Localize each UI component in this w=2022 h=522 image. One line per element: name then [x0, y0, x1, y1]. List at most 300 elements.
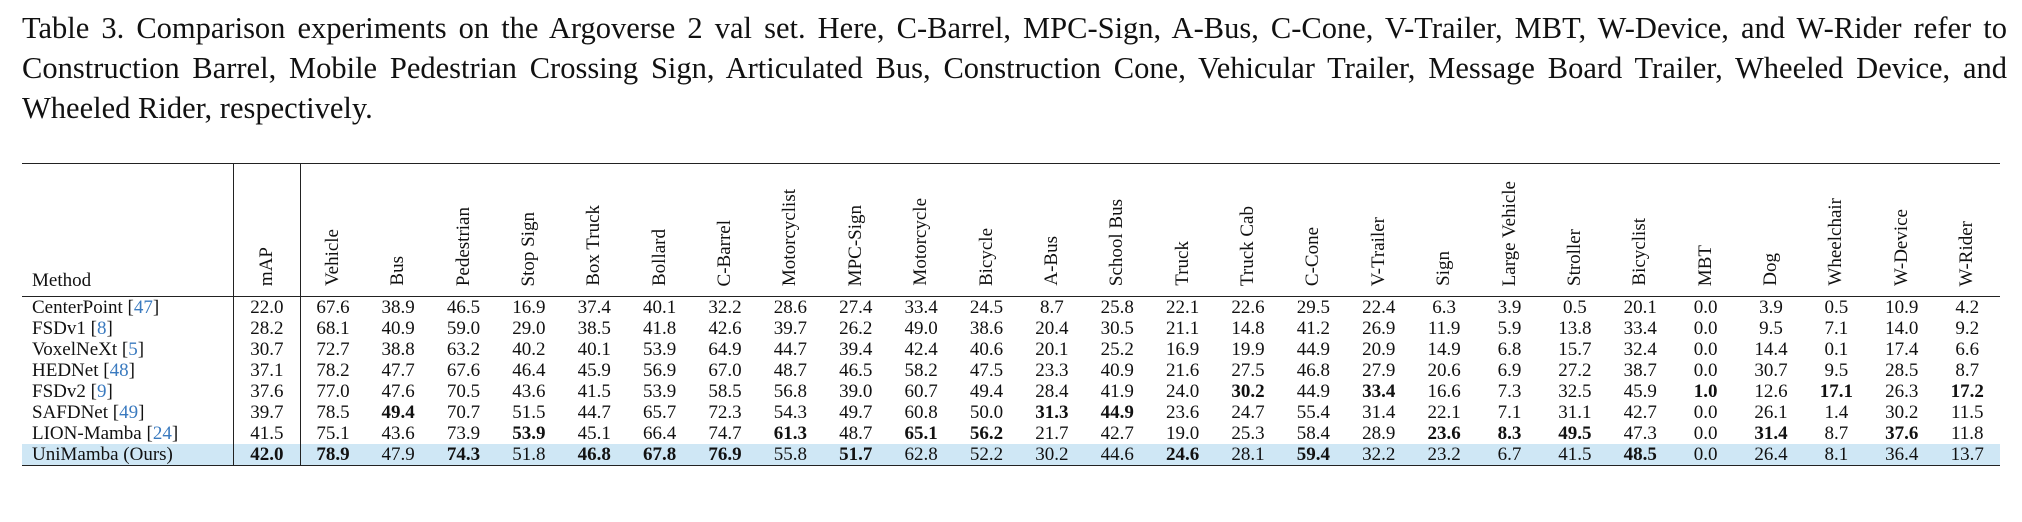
value-cell: 60.8 — [904, 402, 938, 423]
value-cell: 19.9 — [1231, 339, 1265, 360]
table-row — [22, 360, 2000, 381]
value-cell: 54.3 — [773, 402, 808, 423]
value-cell: 50.0 — [969, 402, 1004, 423]
value-cell: 7.1 — [1497, 402, 1522, 423]
value-cell: 8.3 — [1497, 423, 1522, 444]
category-header-label: W-Rider — [1956, 220, 1978, 286]
value-cell: 16.9 — [512, 297, 546, 318]
map-value-cell: 30.7 — [234, 339, 300, 360]
value-cell: 29.5 — [1296, 297, 1331, 318]
value-cell: 38.6 — [969, 318, 1004, 339]
value-cell: 37.6 — [1885, 423, 1919, 444]
value-cell: 31.4 — [1362, 402, 1396, 423]
category-header — [1934, 164, 2000, 297]
comparison-table-wrapper — [22, 163, 2000, 466]
category-header — [758, 164, 823, 297]
category-header — [1738, 164, 1803, 297]
value-cell: 37.4 — [577, 297, 611, 318]
value-cell: 67.8 — [627, 444, 692, 466]
map-value-cell: 41.5 — [234, 423, 300, 444]
map-value-cell: 22.0 — [234, 297, 300, 319]
value-cell: 8.7 — [1955, 360, 1980, 381]
value-cell: 8.1 — [1804, 444, 1869, 466]
value-cell: 63.2 — [446, 339, 481, 360]
value-cell: 14.9 — [1427, 339, 1461, 360]
category-header-label: Truck Cab — [1237, 205, 1259, 286]
method-cell: SAFDNet [49] — [32, 402, 145, 423]
method-name: SAFDNet — [32, 402, 109, 423]
value-cell: 41.8 — [643, 318, 677, 339]
value-cell: 44.7 — [773, 339, 808, 360]
value-cell: 46.5 — [839, 360, 873, 381]
value-cell: 17.4 — [1885, 339, 1919, 360]
value-cell: 33.4 — [1623, 318, 1657, 339]
value-cell: 7.1 — [1824, 318, 1849, 339]
method-name: FSDv2 — [32, 381, 86, 402]
map-value-cell: 37.1 — [234, 360, 300, 381]
value-cell: 0.0 — [1673, 444, 1738, 466]
value-cell: 45.9 — [577, 360, 611, 381]
category-header — [823, 164, 888, 297]
value-cell: 30.5 — [1100, 318, 1134, 339]
value-cell: 44.9 — [1296, 381, 1331, 402]
value-cell: 39.4 — [839, 339, 873, 360]
value-cell: 49.4 — [969, 381, 1004, 402]
value-cell: 30.2 — [1019, 444, 1084, 466]
value-cell: 1.0 — [1693, 381, 1718, 402]
method-name: VoxelNeXt — [32, 339, 118, 360]
value-cell: 40.1 — [577, 339, 611, 360]
category-header-label: Stroller — [1563, 229, 1585, 286]
map-header — [234, 164, 300, 297]
value-cell: 72.7 — [300, 339, 365, 360]
category-header-label: Bus — [387, 256, 409, 286]
value-cell: 26.4 — [1738, 444, 1803, 466]
category-header-label: Bicycle — [975, 227, 997, 286]
category-header-label: Dog — [1760, 253, 1782, 286]
value-cell: 25.8 — [1100, 297, 1134, 318]
value-cell: 42.7 — [1100, 423, 1134, 444]
value-cell: 23.3 — [1035, 360, 1069, 381]
value-cell: 32.2 — [708, 297, 742, 318]
table-row — [22, 318, 2000, 339]
value-cell: 40.1 — [643, 297, 677, 318]
value-cell: 78.2 — [300, 360, 365, 381]
category-header-label: C-Cone — [1302, 226, 1324, 286]
value-cell: 31.1 — [1558, 402, 1592, 423]
category-header — [1608, 164, 1673, 297]
value-cell: 55.8 — [758, 444, 823, 466]
category-header — [431, 164, 496, 297]
value-cell: 25.2 — [1100, 339, 1134, 360]
value-cell: 31.4 — [1754, 423, 1788, 444]
value-cell: 0.0 — [1693, 339, 1718, 360]
value-cell: 33.4 — [1362, 381, 1396, 402]
value-cell: 28.5 — [1885, 360, 1919, 381]
category-header-label: MBT — [1694, 244, 1716, 286]
method-cell — [22, 444, 234, 466]
value-cell: 20.6 — [1427, 360, 1461, 381]
value-cell: 8.7 — [1040, 297, 1064, 318]
category-header-label: Motorcycle — [910, 198, 932, 286]
citation-link[interactable]: 24 — [152, 423, 172, 444]
category-header-label: MPC-Sign — [844, 204, 866, 286]
value-cell: 22.1 — [1427, 402, 1461, 423]
value-cell: 58.2 — [904, 360, 938, 381]
value-cell: 58.4 — [1296, 423, 1331, 444]
value-cell: 14.0 — [1885, 318, 1919, 339]
header-row — [22, 164, 2000, 297]
value-cell: 20.1 — [1623, 297, 1657, 318]
value-cell: 77.0 — [300, 381, 365, 402]
value-cell: 0.0 — [1693, 423, 1718, 444]
value-cell: 13.8 — [1558, 318, 1592, 339]
value-cell: 59.4 — [1281, 444, 1346, 466]
value-cell: 6.6 — [1955, 339, 1980, 360]
value-cell: 61.3 — [773, 423, 808, 444]
value-cell: 0.5 — [1824, 297, 1849, 318]
value-cell: 29.0 — [512, 318, 546, 339]
value-cell: 20.9 — [1362, 339, 1396, 360]
category-header — [496, 164, 561, 297]
category-header — [888, 164, 953, 297]
value-cell: 74.3 — [431, 444, 496, 466]
map-value-cell: 42.0 — [234, 444, 300, 466]
category-header — [954, 164, 1019, 297]
value-cell: 41.9 — [1100, 381, 1134, 402]
value-cell: 24.5 — [969, 297, 1004, 318]
category-header-label: W-Device — [1890, 208, 1912, 286]
value-cell: 8.7 — [1824, 423, 1849, 444]
value-cell: 0.0 — [1693, 297, 1718, 318]
category-header-label: Box Truck — [583, 205, 605, 286]
category-header — [1477, 164, 1542, 297]
value-cell: 44.7 — [577, 402, 611, 423]
value-cell: 25.3 — [1231, 423, 1265, 444]
value-cell: 78.5 — [300, 402, 365, 423]
value-cell: 67.0 — [708, 360, 742, 381]
category-header-label: Motorcyclist — [779, 188, 801, 286]
value-cell: 5.9 — [1497, 318, 1522, 339]
value-cell: 72.3 — [708, 402, 742, 423]
category-header — [1869, 164, 1934, 297]
caption-text: Comparison experiments on the Argoverse 2 val set. Here, C-Barrel, MPC-Sign, A-Bus, C-Cone, V-Trailer, MBT, W-Device, and W-Rider refer to Construction Barrel, Mobile Pedestrian Crossing Sign, Articulated Bus, Construction Cone, Vehicular Trailer, Message Board Trailer, Wheeled Device, and Wheeled Rider, respectively. — [22, 11, 2007, 125]
category-header-label: Bollard — [648, 229, 670, 286]
value-cell: 31.3 — [1035, 402, 1069, 423]
value-cell: 41.5 — [577, 381, 611, 402]
value-cell: 36.4 — [1869, 444, 1934, 466]
value-cell: 42.6 — [708, 318, 742, 339]
value-cell: 51.8 — [496, 444, 561, 466]
value-cell: 21.7 — [1035, 423, 1069, 444]
method-header: Method — [22, 164, 234, 297]
value-cell: 70.7 — [446, 402, 481, 423]
value-cell: 48.5 — [1608, 444, 1673, 466]
value-cell: 27.2 — [1558, 360, 1592, 381]
value-cell: 33.4 — [904, 297, 938, 318]
value-cell: 45.1 — [577, 423, 611, 444]
category-header-label: Sign — [1433, 251, 1455, 286]
value-cell: 51.5 — [512, 402, 546, 423]
value-cell: 38.8 — [381, 339, 415, 360]
value-cell: 15.7 — [1558, 339, 1592, 360]
value-cell: 13.7 — [1934, 444, 2000, 466]
value-cell: 24.0 — [1166, 381, 1200, 402]
category-header-label: Large Vehicle — [1498, 180, 1520, 286]
value-cell: 56.8 — [773, 381, 808, 402]
value-cell: 53.9 — [512, 423, 546, 444]
value-cell: 30.2 — [1231, 381, 1265, 402]
category-header — [1085, 164, 1150, 297]
value-cell: 39.0 — [839, 381, 873, 402]
value-cell: 20.1 — [1035, 339, 1069, 360]
value-cell: 42.4 — [904, 339, 938, 360]
comparison-table — [22, 163, 2000, 466]
value-cell: 30.7 — [1754, 360, 1788, 381]
value-cell: 28.1 — [1215, 444, 1280, 466]
citation-link[interactable]: 8 — [96, 318, 107, 339]
value-cell: 3.9 — [1497, 297, 1522, 318]
table-caption — [22, 8, 2007, 128]
value-cell: 14.8 — [1231, 318, 1265, 339]
value-cell: 23.2 — [1411, 444, 1476, 466]
method-cell: LION-Mamba [24] — [32, 423, 179, 444]
table-row — [22, 423, 2000, 444]
value-cell: 41.2 — [1296, 318, 1331, 339]
value-cell: 32.5 — [1558, 381, 1592, 402]
value-cell: 65.1 — [904, 423, 938, 444]
value-cell: 46.4 — [512, 360, 546, 381]
value-cell: 44.9 — [1100, 402, 1134, 423]
value-cell: 40.9 — [381, 318, 415, 339]
value-cell: 17.1 — [1819, 381, 1854, 402]
method-name: FSDv1 — [32, 318, 86, 339]
value-cell: 9.2 — [1955, 318, 1980, 339]
value-cell: 42.7 — [1623, 402, 1657, 423]
category-header-label: C-Barrel — [714, 219, 736, 286]
method-cell: VoxelNeXt [5] — [32, 339, 145, 360]
value-cell: 49.4 — [381, 402, 415, 423]
value-cell: 12.6 — [1754, 381, 1788, 402]
citation-link[interactable]: 49 — [119, 402, 139, 423]
value-cell: 60.7 — [904, 381, 938, 402]
value-cell: 20.4 — [1035, 318, 1069, 339]
value-cell: 26.9 — [1362, 318, 1396, 339]
value-cell: 6.7 — [1477, 444, 1542, 466]
value-cell: 0.0 — [1693, 402, 1718, 423]
value-cell: 22.1 — [1166, 297, 1200, 318]
value-cell: 27.9 — [1362, 360, 1396, 381]
value-cell: 62.8 — [888, 444, 953, 466]
value-cell: 21.1 — [1166, 318, 1200, 339]
table-row — [22, 402, 2000, 423]
category-header — [562, 164, 627, 297]
value-cell: 26.1 — [1754, 402, 1788, 423]
category-header-label: Vehicle — [322, 229, 344, 286]
value-cell: 56.9 — [643, 360, 677, 381]
citation-link[interactable]: 5 — [128, 339, 138, 360]
value-cell: 49.7 — [839, 402, 873, 423]
value-cell: 78.9 — [300, 444, 365, 466]
value-cell: 9.5 — [1759, 318, 1783, 339]
category-header — [365, 164, 430, 297]
value-cell: 32.2 — [1346, 444, 1411, 466]
value-cell: 59.0 — [446, 318, 481, 339]
value-cell: 27.4 — [839, 297, 873, 318]
value-cell: 9.5 — [1824, 360, 1849, 381]
value-cell: 32.4 — [1623, 339, 1657, 360]
value-cell: 19.0 — [1166, 423, 1200, 444]
value-cell: 47.5 — [969, 360, 1004, 381]
value-cell: 46.5 — [446, 297, 481, 318]
category-header — [1215, 164, 1280, 297]
value-cell: 40.6 — [969, 339, 1004, 360]
value-cell: 11.8 — [1950, 423, 1984, 444]
value-cell: 22.6 — [1231, 297, 1265, 318]
method-name: CenterPoint — [32, 297, 123, 318]
citation-link[interactable]: 47 — [133, 297, 153, 318]
value-cell: 76.9 — [692, 444, 757, 466]
value-cell: 48.7 — [839, 423, 873, 444]
value-cell: 49.0 — [904, 318, 938, 339]
value-cell: 46.8 — [562, 444, 627, 466]
value-cell: 0.0 — [1693, 360, 1718, 381]
value-cell: 64.9 — [708, 339, 742, 360]
value-cell: 0.5 — [1563, 297, 1587, 318]
value-cell: 0.1 — [1824, 339, 1849, 360]
value-cell: 47.3 — [1623, 423, 1657, 444]
value-cell: 49.5 — [1558, 423, 1592, 444]
value-cell: 16.6 — [1427, 381, 1461, 402]
value-cell: 51.7 — [823, 444, 888, 466]
value-cell: 14.4 — [1754, 339, 1788, 360]
category-header-label: A-Bus — [1040, 236, 1062, 286]
value-cell: 11.5 — [1950, 402, 1984, 423]
value-cell: 55.4 — [1296, 402, 1331, 423]
value-cell: 53.9 — [643, 381, 677, 402]
value-cell: 70.5 — [446, 381, 481, 402]
category-header — [1542, 164, 1607, 297]
value-cell: 48.7 — [773, 360, 808, 381]
value-cell: 52.2 — [954, 444, 1019, 466]
value-cell: 26.2 — [839, 318, 873, 339]
category-header — [692, 164, 757, 297]
value-cell: 22.4 — [1362, 297, 1396, 318]
value-cell: 24.7 — [1231, 402, 1265, 423]
category-header-label: Stop Sign — [517, 211, 539, 286]
value-cell: 75.1 — [300, 423, 365, 444]
value-cell: 47.7 — [381, 360, 415, 381]
value-cell: 28.6 — [773, 297, 808, 318]
method-name: LION-Mamba — [32, 423, 142, 444]
citation-link[interactable]: 9 — [96, 381, 107, 402]
value-cell: 66.4 — [643, 423, 677, 444]
table-row — [22, 297, 2000, 319]
category-header-label: Truck — [1171, 241, 1193, 286]
value-cell: 4.2 — [1955, 297, 1980, 318]
value-cell: 47.6 — [381, 381, 415, 402]
caption-label: Table 3. — [22, 11, 125, 45]
value-cell: 10.9 — [1885, 297, 1919, 318]
value-cell: 23.6 — [1166, 402, 1200, 423]
category-header — [1019, 164, 1084, 297]
value-cell: 30.2 — [1885, 402, 1919, 423]
value-cell: 47.9 — [365, 444, 430, 466]
value-cell: 45.9 — [1623, 381, 1657, 402]
value-cell: 0.0 — [1693, 318, 1718, 339]
table-row — [22, 339, 2000, 360]
value-cell: 39.7 — [773, 318, 808, 339]
value-cell: 21.6 — [1166, 360, 1200, 381]
value-cell: 44.6 — [1085, 444, 1150, 466]
value-cell: 58.5 — [708, 381, 742, 402]
value-cell: 7.3 — [1497, 381, 1522, 402]
value-cell: 65.7 — [643, 402, 677, 423]
value-cell: 27.5 — [1231, 360, 1265, 381]
value-cell: 6.9 — [1497, 360, 1522, 381]
value-cell: 44.9 — [1296, 339, 1331, 360]
category-header — [1804, 164, 1869, 297]
value-cell: 28.4 — [1035, 381, 1069, 402]
value-cell: 11.9 — [1427, 318, 1461, 339]
table-row — [22, 444, 2000, 466]
value-cell: 17.2 — [1950, 381, 1984, 402]
value-cell: 23.6 — [1427, 423, 1461, 444]
value-cell: 68.1 — [300, 318, 365, 339]
value-cell: 1.4 — [1824, 402, 1849, 423]
category-header-label: Pedestrian — [452, 206, 474, 286]
value-cell: 56.2 — [969, 423, 1004, 444]
value-cell: 74.7 — [708, 423, 742, 444]
table-body — [22, 297, 2000, 466]
value-cell: 41.5 — [1542, 444, 1607, 466]
value-cell: 16.9 — [1166, 339, 1200, 360]
value-cell: 40.9 — [1100, 360, 1134, 381]
value-cell: 40.2 — [512, 339, 546, 360]
category-header — [1281, 164, 1346, 297]
category-header — [1411, 164, 1476, 297]
map-value-cell: 37.6 — [234, 381, 300, 402]
method-cell: FSDv1 [8] — [32, 318, 113, 339]
map-value-cell: 39.7 — [234, 402, 300, 423]
citation-link[interactable]: 48 — [109, 360, 129, 381]
value-cell: 28.9 — [1362, 423, 1396, 444]
category-header — [1150, 164, 1215, 297]
value-cell: 67.6 — [446, 360, 481, 381]
category-header — [1673, 164, 1738, 297]
value-cell: 43.6 — [381, 423, 415, 444]
value-cell: 73.9 — [446, 423, 481, 444]
value-cell: 24.6 — [1150, 444, 1215, 466]
value-cell: 53.9 — [643, 339, 677, 360]
value-cell: 3.9 — [1759, 297, 1783, 318]
category-header-label: V-Trailer — [1367, 216, 1389, 286]
category-header — [300, 164, 365, 297]
value-cell: 38.5 — [577, 318, 611, 339]
map-value-cell: 28.2 — [234, 318, 300, 339]
value-cell: 6.8 — [1497, 339, 1522, 360]
category-header-label: Wheelchair — [1825, 198, 1847, 286]
value-cell: 38.9 — [381, 297, 415, 318]
table-row — [22, 381, 2000, 402]
category-header — [1346, 164, 1411, 297]
method-name: HEDNet — [32, 360, 99, 381]
value-cell: 67.6 — [300, 297, 365, 319]
value-cell: 46.8 — [1296, 360, 1331, 381]
value-cell: 26.3 — [1885, 381, 1919, 402]
method-name: UniMamba (Ours) — [32, 444, 173, 465]
category-header-label: School Bus — [1106, 198, 1128, 286]
